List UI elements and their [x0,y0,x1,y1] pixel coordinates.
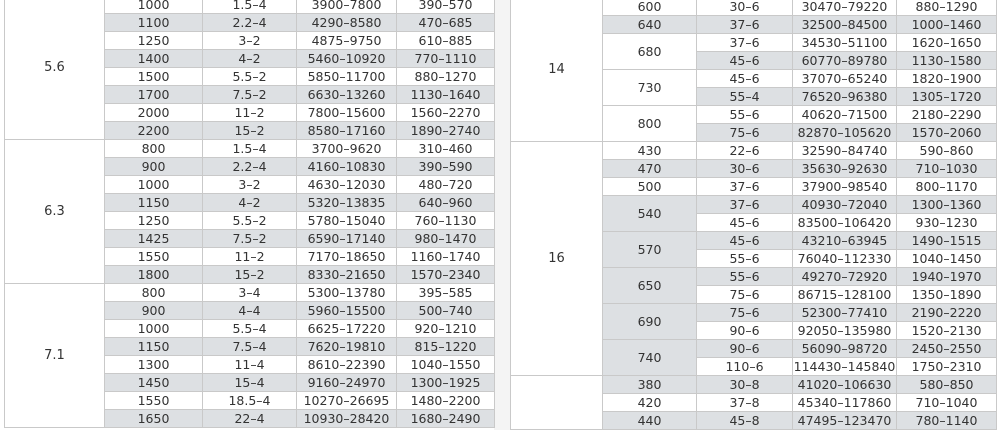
table-cell: 60770–89780 [793,52,897,70]
table-cell: 6590–17140 [297,230,397,248]
table-cell: 4875–9750 [297,32,397,50]
table-row [5,284,495,302]
table-cell: 22–6 [697,142,793,160]
table-cell: 8580–17160 [297,122,397,140]
table-cell: 55–6 [697,250,793,268]
table-cell: 1130–1580 [897,52,997,70]
table-cell: 1130–1640 [397,86,495,104]
table-cell: 1500 [105,68,203,86]
table-cell: 18.5–4 [203,392,297,410]
table-cell: 75–6 [697,286,793,304]
table-cell: 770–1110 [397,50,495,68]
table-cell: 900 [105,158,203,176]
table-cell: 920–1210 [397,320,495,338]
table-cell: 880–1270 [397,68,495,86]
left-spec-table [4,0,495,428]
table-cell: 3700–9620 [297,140,397,158]
table-cell: 2180–2290 [897,106,997,124]
table-cell: 1550 [105,248,203,266]
table-cell: 8330–21650 [297,266,397,284]
speed-cell: 680 [603,34,697,70]
table-cell: 3–2 [203,32,297,50]
table-cell: 640–960 [397,194,495,212]
table-cell: 1570–2340 [397,266,495,284]
table-cell: 90–6 [697,322,793,340]
speed-cell: 740 [603,340,697,376]
table-cell: 37–6 [697,34,793,52]
table-cell: 470–685 [397,14,495,32]
table-cell: 310–460 [397,140,495,158]
table-cell: 7620–19810 [297,338,397,356]
table-cell: 1000 [105,176,203,194]
table-cell: 5780–15040 [297,212,397,230]
speed-cell: 540 [603,196,697,232]
table-cell: 47495–123470 [793,412,897,430]
table-cell: 40620–71500 [793,106,897,124]
table-cell: 40930–72040 [793,196,897,214]
table-cell: 75–6 [697,124,793,142]
table-row [511,376,997,394]
table-cell: 1250 [105,212,203,230]
table-cell: 3900–7800 [297,0,397,14]
table-cell: 10930–28420 [297,410,397,428]
table-row [511,142,997,160]
table-cell: 4–2 [203,50,297,68]
speed-cell: 800 [603,106,697,142]
table-cell: 815–1220 [397,338,495,356]
speed-cell: 420 [603,394,697,412]
table-row [5,0,495,14]
group-label: 14 [511,0,603,142]
table-cell: 6630–13260 [297,86,397,104]
table-cell: 800–1170 [897,178,997,196]
table-cell: 1040–1550 [397,356,495,374]
table-cell: 37–6 [697,196,793,214]
group-label: 16 [511,142,603,376]
table-cell: 1300–1925 [397,374,495,392]
table-cell: 86715–128100 [793,286,897,304]
group-label: 6.3 [5,140,105,284]
group-label: 5.6 [5,0,105,140]
table-cell: 7800–15600 [297,104,397,122]
table-cell: 35630–92630 [793,160,897,178]
speed-cell: 600 [603,0,697,16]
table-cell: 2.2–4 [203,14,297,32]
column-gap [494,0,510,430]
table-cell: 5960–15500 [297,302,397,320]
table-cell: 1160–1740 [397,248,495,266]
table-cell: 1.5–4 [203,140,297,158]
table-cell: 1890–2740 [397,122,495,140]
table-cell: 45–8 [697,412,793,430]
speed-cell: 380 [603,376,697,394]
table-cell: 76520–96380 [793,88,897,106]
table-cell: 7170–18650 [297,248,397,266]
table-cell: 1480–2200 [397,392,495,410]
table-cell: 15–2 [203,266,297,284]
table-cell: 2190–2220 [897,304,997,322]
table-cell: 760–1130 [397,212,495,230]
table-cell: 390–570 [397,0,495,14]
table-cell: 7.5–2 [203,230,297,248]
table-cell: 83500–106420 [793,214,897,232]
table-cell: 32590–84740 [793,142,897,160]
table-cell: 800 [105,140,203,158]
table-cell: 45–6 [697,214,793,232]
table-cell: 780–1140 [897,412,997,430]
speed-cell: 470 [603,160,697,178]
table-cell: 55–4 [697,88,793,106]
table-cell: 37–8 [697,394,793,412]
table-cell: 5.5–4 [203,320,297,338]
table-cell: 930–1230 [897,214,997,232]
table-cell: 900 [105,302,203,320]
table-cell: 2000 [105,104,203,122]
table-cell: 37900–98540 [793,178,897,196]
speed-cell: 570 [603,232,697,268]
table-cell: 590–860 [897,142,997,160]
table-cell: 82870–105620 [793,124,897,142]
table-cell: 800 [105,284,203,302]
table-cell: 1450 [105,374,203,392]
table-cell: 1680–2490 [397,410,495,428]
table-cell: 980–1470 [397,230,495,248]
table-cell: 11–2 [203,248,297,266]
table-cell: 55–6 [697,268,793,286]
table-cell: 41020–106630 [793,376,897,394]
table-cell: 37070–65240 [793,70,897,88]
table-cell: 7.5–4 [203,338,297,356]
table-cell: 45–6 [697,232,793,250]
table-cell: 500–740 [397,302,495,320]
table-cell: 75–6 [697,304,793,322]
table-cell: 2450–2550 [897,340,997,358]
table-cell: 2.2–4 [203,158,297,176]
table-cell: 1040–1450 [897,250,997,268]
speed-cell: 640 [603,16,697,34]
table-cell: 1570–2060 [897,124,997,142]
table-cell: 1150 [105,338,203,356]
table-cell: 1820–1900 [897,70,997,88]
table-cell: 37–6 [697,16,793,34]
table-cell: 5.5–2 [203,68,297,86]
table-cell: 37–6 [697,178,793,196]
table-cell: 1000 [105,320,203,338]
table-cell: 49270–72920 [793,268,897,286]
table-cell: 5460–10920 [297,50,397,68]
table-cell: 10270–26695 [297,392,397,410]
table-cell: 4290–8580 [297,14,397,32]
table-cell: 1250 [105,32,203,50]
table-cell: 30470–79220 [793,0,897,16]
table-cell: 1550 [105,392,203,410]
table-cell: 43210–63945 [793,232,897,250]
table-cell: 1650 [105,410,203,428]
table-cell: 76040–112330 [793,250,897,268]
table-cell: 8610–22390 [297,356,397,374]
speed-cell: 650 [603,268,697,304]
table-cell: 580–850 [897,376,997,394]
table-cell: 110–6 [697,358,793,376]
table-cell: 1700 [105,86,203,104]
table-cell: 3–2 [203,176,297,194]
speed-cell: 690 [603,304,697,340]
table-cell: 5.5–2 [203,212,297,230]
right-spec-table [510,0,997,430]
table-cell: 1940–1970 [897,268,997,286]
group-label: 7.1 [5,284,105,428]
speed-cell: 730 [603,70,697,106]
table-cell: 30–8 [697,376,793,394]
table-cell: 4160–10830 [297,158,397,176]
table-cell: 1100 [105,14,203,32]
table-cell: 52300–77410 [793,304,897,322]
table-cell: 30–6 [697,0,793,16]
table-cell: 1350–1890 [897,286,997,304]
table-cell: 5320–13835 [297,194,397,212]
table-cell: 1750–2310 [897,358,997,376]
table-cell: 1300 [105,356,203,374]
table-cell: 34530–51100 [793,34,897,52]
table-cell: 880–1290 [897,0,997,16]
table-cell: 1400 [105,50,203,68]
table-cell: 6625–17220 [297,320,397,338]
table-cell: 15–4 [203,374,297,392]
table-cell: 4–2 [203,194,297,212]
table-cell: 480–720 [397,176,495,194]
table-cell: 710–1040 [897,394,997,412]
table-cell: 1300–1360 [897,196,997,214]
table-cell: 45–6 [697,52,793,70]
table-cell: 11–2 [203,104,297,122]
table-cell: 4–4 [203,302,297,320]
table-cell: 90–6 [697,340,793,358]
table-cell: 5300–13780 [297,284,397,302]
table-cell: 9160–24970 [297,374,397,392]
table-cell: 32500–84500 [793,16,897,34]
table-cell: 11–4 [203,356,297,374]
table-cell: 114430–145840 [793,359,896,374]
table-cell: 4630–12030 [297,176,397,194]
speed-cell: 440 [603,412,697,430]
table-cell: 1560–2270 [397,104,495,122]
table-cell: 1000–1460 [897,16,997,34]
table-cell: 395–585 [397,284,495,302]
table-cell: 56090–98720 [793,340,897,358]
table-cell: 2200 [105,122,203,140]
table-cell: 15–2 [203,122,297,140]
table-cell: 1000 [105,0,203,14]
speed-cell: 430 [603,142,697,160]
table-cell: 1305–1720 [897,88,997,106]
table-row [5,140,495,158]
table-cell: 7.5–2 [203,86,297,104]
table-cell: 45340–117860 [793,394,897,412]
table-cell: 1490–1515 [897,232,997,250]
table-cell: 45–6 [697,70,793,88]
table-cell: 1520–2130 [897,322,997,340]
table-cell: 390–590 [397,158,495,176]
table-cell: 1620–1650 [897,34,997,52]
table-cell: 1150 [105,194,203,212]
table-cell: 30–6 [697,160,793,178]
table-cell: 1425 [105,230,203,248]
table-cell: 610–885 [397,32,495,50]
table-cell: 710–1030 [897,160,997,178]
group-label [511,376,603,430]
table-cell: 1800 [105,266,203,284]
table-cell: 55–6 [697,106,793,124]
table-cell: 22–4 [203,410,297,428]
table-cell: 92050–135980 [793,322,897,340]
table-row [511,0,997,16]
table-cell: 3–4 [203,284,297,302]
table-cell: 1.5–4 [203,0,297,14]
table-cell: 5850–11700 [297,68,397,86]
speed-cell: 500 [603,178,697,196]
